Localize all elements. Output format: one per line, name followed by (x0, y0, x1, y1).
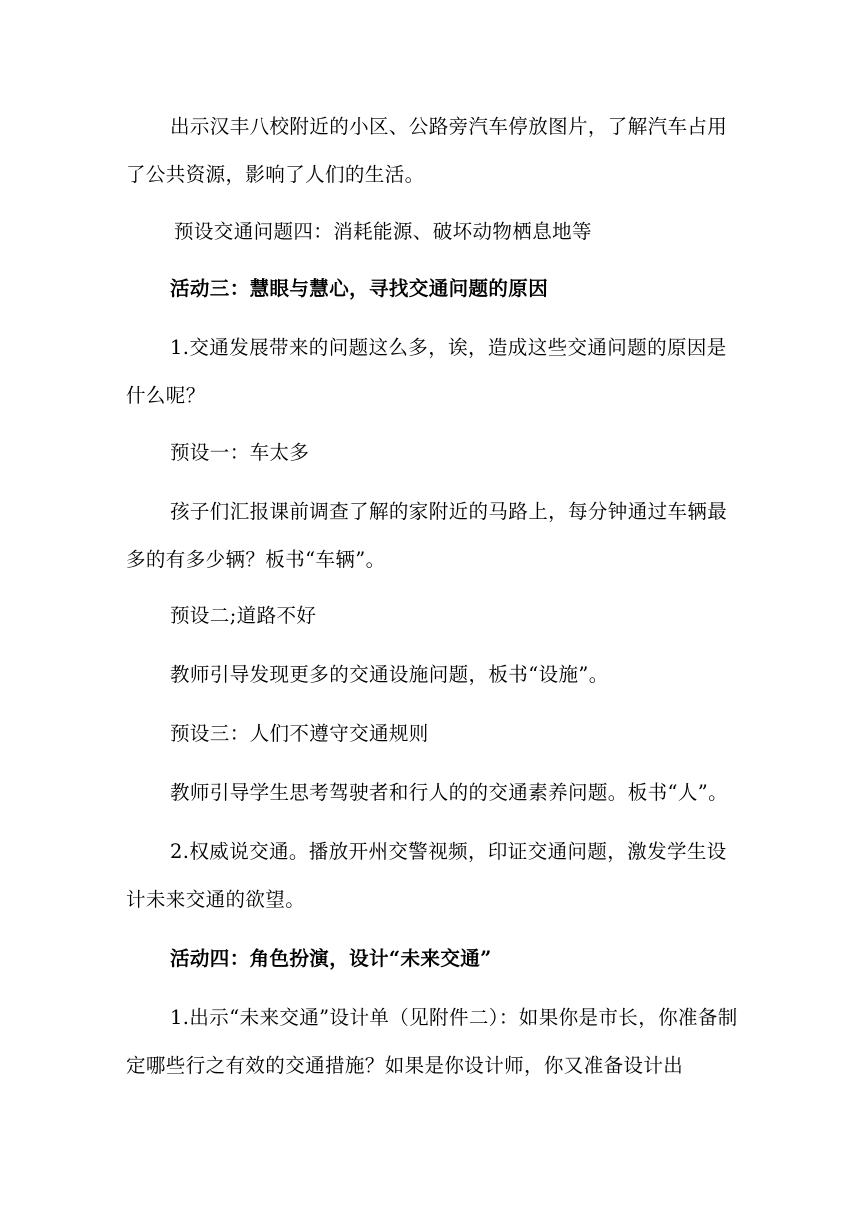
paragraph-preset-two: 预设二;道路不好 (170, 604, 317, 627)
paragraph-authority-traffic: 2.权威说交通。播放开州交警视频，印证交通问题，激发学生设计未来交通的欲望。 (126, 840, 727, 911)
paragraph-car-parking: 出示汉丰八校附近的小区、公路旁汽车停放图片，了解汽车占用了公共资源，影响了人们的生活。 (126, 115, 728, 186)
paragraph-teacher-facilities: 教师引导发现更多的交通设施问题，板书“设施”。 (170, 663, 609, 686)
paragraph-question-causes: 1.交通发展带来的问题这么多，诶，造成这些交通问题的原因是什么呢？ (126, 336, 727, 407)
paragraph-preset-three: 预设三：人们不遵守交通规则 (170, 722, 429, 745)
paragraph-children-report: 孩子们汇报课前调查了解的家附近的马路上，每分钟通过车辆最多的有多少辆？板书“车辆”。 (126, 500, 728, 571)
heading-activity-three: 活动三：慧眼与慧心，寻找交通问题的原因 (170, 277, 549, 300)
paragraph-design-sheet: 1.出示“未来交通”设计单（见附件二）：如果你是市长，你准备制定哪些行之有效的交通措施？如果是你设计师，你又准备设计出 (126, 1006, 738, 1077)
paragraph-preset-problem-four: 预设交通问题四：消耗能源、破坏动物栖息地等 (174, 220, 592, 243)
paragraph-preset-one: 预设一：车太多 (170, 441, 310, 464)
heading-activity-four: 活动四：角色扮演，设计“未来交通” (170, 947, 492, 970)
paragraph-teacher-literacy: 教师引导学生思考驾驶者和行人的的交通素养问题。板书“人”。 (170, 781, 729, 804)
